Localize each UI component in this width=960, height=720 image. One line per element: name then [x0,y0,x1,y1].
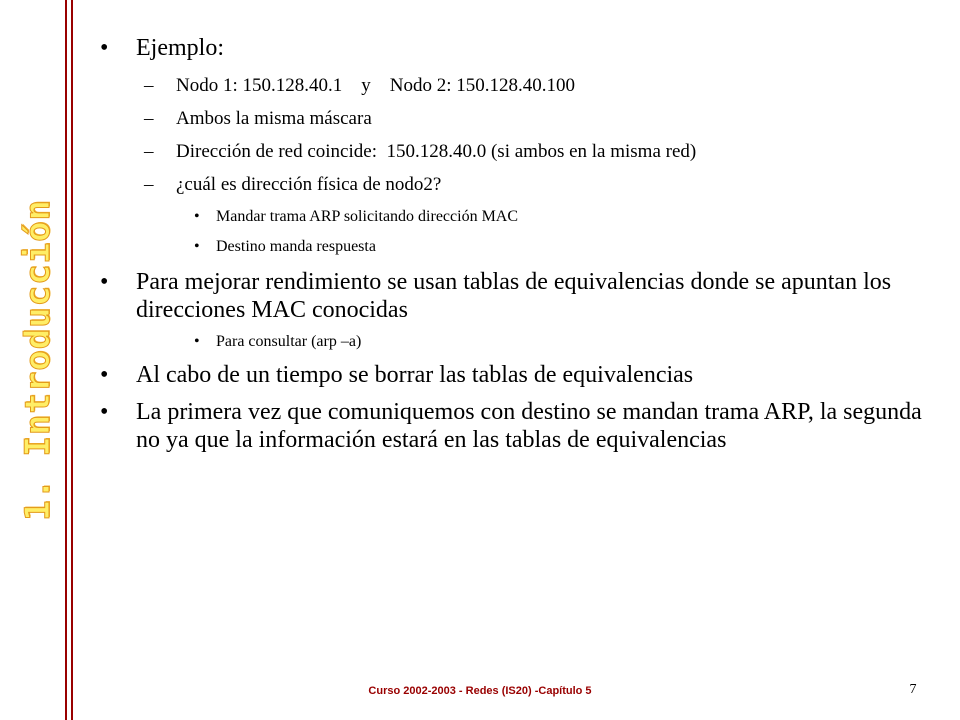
sub-sub-item-text: Para consultar (arp –a) [216,333,362,350]
bullet-mejorar-rendimiento [100,268,940,324]
sub-sub-item-respuesta [100,237,940,257]
sub-sub-item-text: Destino manda respuesta [216,238,376,255]
sub-sub-item-consultar [100,332,940,352]
bullet-ejemplo [100,34,940,62]
bullet-text: Al cabo de un tiempo se borrar las tablas de equivalencias [136,362,694,388]
sub-item-text: Nodo 1: 150.128.40.1 y Nodo 2: 150.128.40.100 [176,75,575,96]
left-vertical-rule-inner [71,0,73,720]
bullet-marker: • [100,35,109,61]
sub-item-text: ¿cuál es dirección física de nodo2? [176,174,442,195]
bullet-marker: • [100,362,109,388]
dash-marker: – [144,108,154,129]
sub-item-text: Ambos la misma máscara [176,108,372,129]
bullet-marker: • [100,399,109,425]
dash-marker: – [144,174,154,195]
sub-item-mascara [100,108,940,130]
sub-item-nodos [100,75,940,97]
bullet-text: Ejemplo: [136,35,224,61]
bullet-marker: • [100,269,109,295]
dash-marker: – [144,75,154,96]
dash-marker: – [144,141,154,162]
footer-course-title: Curso 2002-2003 - Redes (IS20) -Capítulo 5 [368,685,592,697]
bullet-primera-vez [100,398,940,454]
bullet-marker-small: • [194,208,200,225]
section-title-vertical: 1. Introducción [18,198,58,522]
bullet-text: Para mejorar rendimiento se usan tablas de equivalencias donde se apuntan los direcciones MAC conocidas [136,269,892,323]
page-number: 7 [909,682,917,697]
slide-body [100,34,940,454]
bullet-marker-small: • [194,238,200,255]
bullet-borrar-tablas [100,361,940,389]
bullet-marker-small: • [194,333,200,350]
sub-sub-item-trama-arp [100,207,940,227]
sub-item-direccion-fisica [100,174,940,196]
bullet-text: La primera vez que comuniquemos con destino se mandan trama ARP, la segunda no ya que la información estará en las tablas de equivalencias [136,399,922,453]
left-vertical-rule [65,0,67,720]
sub-sub-item-text: Mandar trama ARP solicitando dirección MAC [216,208,519,225]
sub-item-direccion-red [100,141,940,163]
sub-item-text: Dirección de red coincide: 150.128.40.0 (si ambos en la misma red) [176,141,697,162]
